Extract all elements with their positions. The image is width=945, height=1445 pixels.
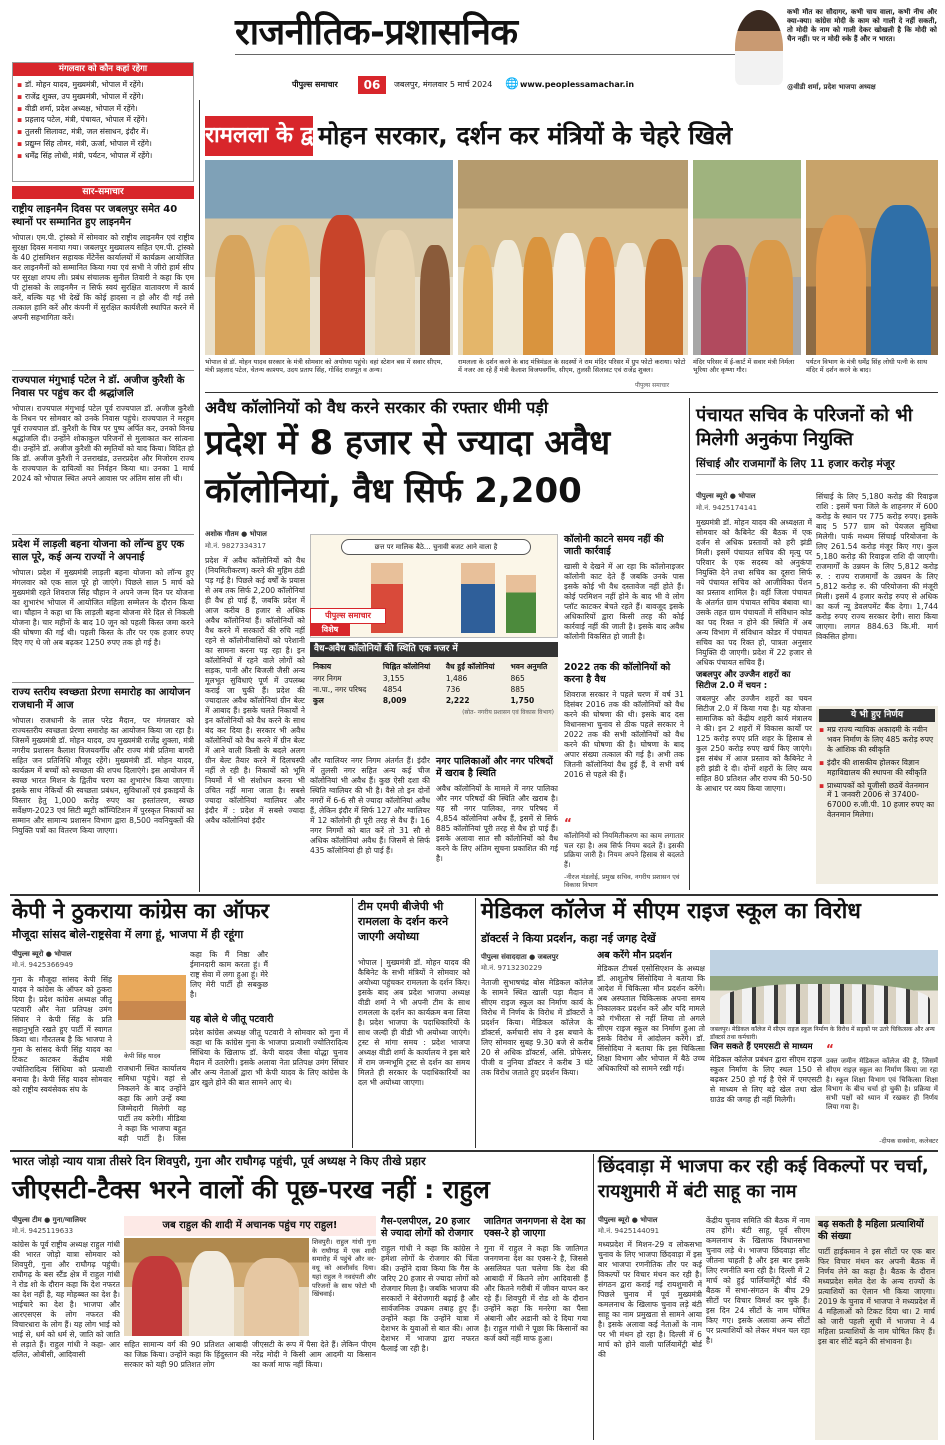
sar-story-3 — [12, 538, 194, 676]
ramlalla-headline: मोहन सरकार, दर्शन कर मंत्रियों के चेहरे खिले — [318, 121, 733, 150]
subhead-body: राहुल गांधी ने कहा कि कांग्रेस ने हमेशा लोगों के रोजगार की चिंता की। उन्होंने दावा किया कि गैस के जरिए 20 हजार से ज्यादा लोगों को रोजगार मिला है। जबकि भाजपा की सरकारों ने बेरोजगारी बढ़ाई है और सार्वजनिक उपक्रम तबाह हुए हैं। उन्होंने कहा कि उन्होंने यात्रा में देशभर के युवाओं से बात की। आज देशभर में भाजपा द्वारा नफरत फैलाई जा रही है। — [381, 1243, 479, 1353]
subhead: जातिगत जनगणना से देश का एक्स-रे हो जाएगा — [484, 1216, 586, 1240]
colonies-table-box — [310, 642, 558, 752]
photo-caption: मंदिर परिसर में ई-कार्ट में सवार मंत्री निर्मला भूरिया और कृष्णा गौर। — [693, 358, 795, 375]
cartoon-tag: विशेष — [310, 624, 350, 636]
quote-author: @वीडी शर्मा, प्रदेश भाजपा अध्यक्ष — [787, 83, 876, 91]
list-item: ▪ वीडी शर्मा, प्रदेश अध्यक्ष, भोपाल में रहेंगे। — [17, 103, 189, 115]
colonies-sub-3 — [564, 662, 684, 802]
story-headline: प्रदेश में लाड़ली बहना योजना को लॉन्च हुए एक साल पूरे, कई अन्य राज्यों ने अपनाई — [12, 539, 185, 563]
colonies-kicker: अवैध कॉलोनियों को वैध करने सरकार की रफ्तार धीमी पड़ी — [205, 398, 549, 417]
table-cell: 885 — [510, 685, 525, 694]
table-source: (स्रोत- नगरीय प्रशासन एवं विकास विभाग) — [462, 708, 554, 716]
photo-caption: जबलपुर। मेडिकल कॉलेज में सीएम राइज स्कूल निर्माण के विरोध में सड़कों पर उतरे चिकित्सक और अन्य डॉक्टर्स तथा कर्मचारी। — [710, 1026, 935, 1041]
table-cell: कुल — [313, 696, 324, 706]
rahul-body-3: जीएसटी के रूप में पैसा देते हैं। लेकिन पीएम नरेंद्र मोदी ने किसी आम आदमी या किसान का कर्जा माफ नहीं किया। — [252, 1340, 376, 1370]
subhead: गैस-एलपीएल, 20 हजार से ज्यादा लोगों को रोजगार — [381, 1216, 474, 1240]
table-header-row — [310, 661, 558, 672]
kp-byline: पीपुल्स ब्यूरो ● भोपाल — [12, 950, 72, 958]
list-item: ▪ राजेंद्र शुक्ल, उप मुख्यमंत्री, भोपाल में रहेंगे। — [17, 91, 189, 103]
medical-sub — [597, 950, 705, 1146]
colonies-phone: मो.नं. 9827334317 — [205, 542, 267, 550]
panchayat-byline: पीपुल्स ब्यूरो ● भोपाल — [696, 492, 756, 500]
chhindwara-headline: छिंदवाड़ा में भाजपा कर रही कई विकल्पों पर चर्चा, रायशुमारी में बंटी साहू का नाम — [598, 1156, 929, 1203]
medical-quote — [826, 1042, 938, 1145]
table-header: वैध हुईं कॉलोनियां — [445, 662, 495, 672]
photo-bus — [205, 160, 453, 355]
table-title: वैध-अवैध कॉलोनियों की स्थिति एक नजर में — [310, 642, 558, 657]
colonies-sub-1 — [436, 756, 558, 884]
kp-body-1: गुना के मौजूदा सांसद केपी सिंह यादव ने कांग्रेस के ऑफर को ठुकरा दिया है। प्रदेश कांग्रेस अध्यक्ष जीतू पटवारी और नेता प्रतिपक्ष उमंग सिंघार ने केपी सिंह के प्रति सहानुभूति रखते हुए पार्टी में स्वागत किया था। गौरतलब है कि भाजपा ने गुना के सांसद केपी सिंह यादव का टिकट काटकर केंद्रीय मंत्री ज्योतिरादित्य सिंधिया को प्रत्याशी बनाया है। केपी सिंह यादव सोमवार को राष्ट्रीय स्वयंसेवक संघ के — [12, 975, 112, 1095]
table-cell: 8,009 — [382, 696, 407, 706]
colonies-body-2: और ग्वालियर नगर निगम अंतर्गत हैं। इंदौर में तुलसी नगर सहित अन्य कई चीज कॉलोनियां भी अवैध हैं। कुछ ऐसी दशा की स्थिति ग्वालियर की भी है। वैसे तो इन दोनों नगरों में 6-6 सौ से ज्यादा कॉलोनियां अवैध हैं, लेकिन इंदौर में सिर्फ 127 और ग्वालियर में 12 कॉलोनी ही पूरी तरह से वैध हैं। 16 नगर निगमों को बात करें तो 31 सौ से अधिक कॉलोनियां अवैध हैं। जिसमें से सिर्फ 435 कॉलोनियां ही हो पाई हैं। — [310, 756, 430, 856]
medical-body-1: नेताजी सुभाषचंद्र बोस मेडिकल कॉलेज के सामने स्थित खाली पड़ा मैदान में सीएम राइज स्कूल का निर्माण कार्य के विरोध में निर्णय के विरोध में डॉक्टरों ने प्रदर्शन किया। मेडिकल कॉलेज के डॉक्टर्स, कर्मचारी संघ ने इस बचाने के लिए सोमवार सुबह 9.30 बजे से करीब 20 से अधिक डॉक्टर्स, असि. प्रोफेसर, पीजी व नुनिया डॉक्टर ने करीब 3 घंटे तक विरोध जताते हुए प्रदर्शन किया। — [481, 978, 593, 1078]
list-item: ▪ प्रहलाद पटेल, मंत्री, पंचायत, भोपाल में रहेंगे। — [17, 114, 189, 126]
rahul-sub-2 — [484, 1216, 588, 1424]
story-headline: राष्ट्रीय लाइनमैन दिवस पर जबलपुर समेत 40 स्थानों पर सम्मानित हुए लाइनमैन — [12, 204, 178, 228]
rahul-phone: मो.नं. 9425119633 — [12, 1227, 74, 1235]
table-row — [310, 684, 558, 695]
list-item: ▪ तुलसी सिलावट, मंत्री, जल संसाधन, इंदौर में। — [17, 126, 189, 138]
dateline: जबलपुर, मंगलवार 5 मार्च 2024 — [394, 80, 493, 89]
story-body: भोपाल। राज्यपाल मंगुभाई पटेल पूर्व राज्यपाल डॉ. अजीज कुरैशी के निधन पर सोमवार को उनके निवास पहुंचे। राज्यपाल ने मरहूम पूर्व राज्यपाल डॉ. कुरैशी के चित्र पर पुष्प अर्पित कर, उनको विनम्र श्रद्धांजलि दी। उन्होंने शोकाकुल परिजनों से मुलाकात कर सांत्वना दी। उन्होंने डॉ. अजीज कुरैशी की स्मृतियों को याद किया। विदित हो कि डॉ. अजीज कुरैशी ने उत्तराखंड, उत्तरप्रदेश और मिजोरम राज्य के राज्यपाल के दायित्वों का निर्वहन किया था। उनका 1 मार्च 2024 को भोपाल स्थित अपने आवास पर अंतिम सांस ली थी। — [12, 404, 194, 484]
panchayat-sub — [696, 670, 812, 874]
list-item: ▪ प्राध्यापकों को यूजीसी छठवें वेतनमान में 1 जनवरी 2006 से 37400-67000 रु.जी.पी. 10 हजार रुपए का वेतनमान मिलेगा। — [819, 781, 935, 820]
box-title: बढ़ सकती है महिला प्रत्याशियों की संख्या — [818, 1219, 924, 1243]
kp-headline: केपी ने ठुकराया कांग्रेस का ऑफर — [12, 899, 270, 923]
paper-name: पीपुल्स समाचार — [292, 80, 338, 89]
panchayat-subhead: सिंचाई और राजमार्गों के लिए 11 हजार करोड़ मंजूर — [696, 458, 895, 470]
chhindwara-women-box — [815, 1216, 938, 1440]
photo-caption: भोपाल से डॉ. मोहन यादव सरकार के मंत्री सोमवार को अयोध्या पहुंचे। वहां स्टेशन बस में सवार सीएम, मंत्री प्रहलाद पटेल, चेतन्य काश्यप, उदय प्रताप सिंह, गोविंद राजपूत व अन्य। — [205, 358, 443, 375]
table-cell: 1,750 — [510, 696, 535, 706]
cartoon-brand: पीपुल्स समाचार — [310, 608, 386, 624]
kp-sub — [190, 1014, 348, 1140]
table-header: निकाय — [313, 662, 332, 672]
subhead-body: अवैध कॉलोनियों के मामले में नगर पालिका और नगर परिषदों की स्थिति और खराब है। यह सौ नगर पालिका, नगर परिषद में 4,854 कॉलोनियां अवैध हैं, इसमें से सिर्फ 885 कॉलोनियां पूरी तरह से वैध हो पाई हैं। इसके अलावा सात सौ कॉलोनियों को वैध करने के लिए अंतिम सूचना प्रकाशित की गई है। — [436, 783, 558, 863]
story-body: भोपाल। राजधानी के लाल परेड मैदान, पर मंगलवार को राज्यस्तरीय स्वच्छता प्रेरणा समारोह का आयोजन किया जा रहा है। जिसमें मुख्यमंत्री डॉ. मोहन यादव, उप मुख्यमंत्री राजेंद्र शुक्ला, मंत्री नगरीय प्रशासन कैलाश विजयवर्गीय और राज्य मंत्री प्रतिमा बागरी सहित जन प्रतिनिधि मौजूद रहेंगे। मुख्यमंत्री डॉ. मोहन यादव, कार्यक्रम में बच्चों को स्वच्छता की शपथ दिलाएंगे। इस आयोजन में स्वच्छ भारत मिशन के द्वितीय चरण का शुभारंभ किया जाएगा। इसके साथ नेकियों की स्वच्छता प्रबंधन, सुविधाओं एवं इकाइयों के विस्तार हेतु 1,000 करोड़ रुपए का हस्तांतरण, स्वच्छ सर्वेक्षण-2023 एवं सिटी ब्यूटी कॉम्पिटिशन में पुरस्कृत निकायों का सम्मान और सामान्य प्रशासन विभाग द्वारा 8,500 नवनियुक्तों की नियुक्ति पत्रों का वितरण किया जाएगा। — [12, 716, 194, 836]
sar-story-1 — [12, 203, 194, 361]
medical-subhead: डॉक्टर्स ने किया प्रदर्शन, कहा नई जगह देखें — [481, 932, 656, 945]
table-cell: 1,486 — [445, 673, 468, 683]
table-row — [310, 673, 558, 684]
medical-byline: पीपुल्स संवाददाता ● जबलपुर — [481, 953, 559, 961]
kp-subhead: मौजूदा सांसद बोले-राष्ट्रसेवा में लगा हूं, भाजपा में ही रहूंगा — [12, 928, 244, 941]
list-item: ▪ धर्मेंद्र सिंह लोधी, मंत्री, पर्यटन, भोपाल में रहेंगे। — [17, 150, 189, 162]
list-item: ▪ डॉ. मोहन यादव, मुख्यमंत्री, भोपाल में रहेंगे। — [17, 79, 189, 91]
kp-phone: मो.नं. 9425366949 — [12, 961, 74, 969]
colonies-table — [310, 661, 558, 707]
subhead: 2022 तक की कॉलोनियों को करना है वैध — [564, 662, 671, 686]
masthead-quote: कभी मौत का सौदागर, कभी चाय वाला, कभी नीच और क्या-क्या। कांग्रेस मोदी के काम को गाली दे नहीं सकती, तो मोदी के नाम को गाली देकर खोखली है कि मोदी को चैन नहीं। पर न मोदी रुके हैं और न भारत। — [787, 8, 937, 44]
sar-story-4 — [12, 686, 194, 884]
box-body: पार्टी हाईकमान ने इस सीटों पर एक बार फिर विचार मंथन कर अपनी बैठक में निर्णय लेने का कहा है। बैठक के दौरान मध्यप्रदेश समेत देश के अन्य राज्यों के प्रत्याशियों का ऐलान भी किया जाएगा। 2019 के चुनाव में भाजपा ने मध्यप्रदेश में 4 महिलाओं को टिकट दिया था। 2 मार्च को जारी पहली सूची में भाजपा ने 4 महिला प्रत्याशियों के नाम घोषित किए हैं। इस बार सीटें बढ़ने की संभावना है। — [818, 1246, 935, 1346]
table-header: भवन अनुमति — [510, 662, 548, 672]
story-body: भोपाल। एम.पी. ट्रांस्को में सोमवार को राष्ट्रीय लाइनमैन एवं राष्ट्रीय सुरक्षा दिवस मनाया गया। जबलपुर मुख्यालय सहित एम.पी. ट्रांस्को के 40 ट्रांसमिशन सहायक मेंटेनेंस कार्यालयों में कार्यक्रम आयोजित कर लाइनमैनों को सम्मानित किया गया एवं सभी ने जीरो हार्म सीप पर सुरक्षा शपथ ली। प्रबंध संचालक सुनील तिवारी ने कहा कि एम पी ट्रांसको के लाइनमैन न सिर्फ स्वयं सुरक्षित वातावरण में कार्य करें, बल्कि यह भी देखें कि कोई हादसा न हो और दी गई तसे तत्काल हानि करें और कंपनी में सुरक्षित कार्यशैली स्थापित करने में अपनी सहभागिता करें। — [12, 233, 194, 323]
schedule-box — [12, 62, 194, 182]
website-link[interactable]: www.peoplessamachar.in — [520, 80, 635, 89]
table-cell: 2,222 — [445, 696, 470, 706]
rahul-body-2: सहित सामान्य वर्ग की 90 प्रतिशत आबादी का जिक्र किया। उन्होंने कहा कि हिंदुस्तान की सरकार को यही 90 प्रतिशत लोग — [124, 1340, 248, 1370]
quote-author: -दीपक सक्सेना, कलेक्टर — [879, 1137, 938, 1146]
subhead-body: प्रदेश कांग्रेस अध्यक्ष जीतू पटवारी ने सोमवार को गुना में कहा था कि कांग्रेस गुना के भाजपा प्रत्याशी ज्योतिरादित्य सिंधिया के खिलाफ डॉ. केपी यादव जैसा योद्धा चुनाव मैदान में उतारेगी। इसके अलावा नेता प्रतिपक्ष उमंग सिंघार और अन्य नेताओं द्वारा भी केपी यादव के लिए कांग्रेस के द्वार खुले होने की बात सामने आए थे। — [190, 1027, 348, 1087]
subhead: कॉलोनी काटने समय नहीं की जाती कार्रवाई — [564, 534, 664, 558]
table-cell: 4854 — [382, 685, 403, 694]
chhindwara-phone: मो.नं. 9425144091 — [598, 1227, 660, 1235]
medical-headline: मेडिकल कॉलेज में सीएम राइज स्कूल का विरोध — [481, 899, 861, 924]
panchayat-body-1: मुख्यमंत्री डॉ. मोहन यादव की अध्यक्षता में सोमवार को कैबिनेट की बैठक में एक दर्जन से अधिक प्रस्तावों को हरी झंडी मिली। इसमें पंचायत सचिव की मृत्यु पर परिवार के एक सदस्य को अनुकंपा नियुक्ति देने तथा सचिव का दूसरा सिर्फ नये पंचायत सचिव को आजीविका पेंशन का प्रस्ताव शामिल है। वहीं जिला पंचायत के अंतर्गत ग्राम पंचायत सचिव बंबावा था। उसके तहत ग्राम पंचायतों में संविधान कोड का पद रिक्त न होने की स्थिति में अब अन्य विभाग में संविधान कोडर में पंचायत सचिव का पद रिक्त हो, पात्रता अनुसार नियुक्ति दी जाएगी। प्रदेश में 22 हजार से अधिक पंचायत सचिव हैं। — [696, 518, 812, 668]
photo-caption: पर्यटन विभाग के मंत्री धर्मेंद्र सिंह लोधी पत्नी के साथ मंदिर में दर्शन करने के बाद। — [806, 358, 928, 375]
sar-story-2 — [12, 374, 194, 522]
photo-caption: केपी सिंह यादव — [124, 1052, 161, 1060]
quote-icon: “ — [826, 1042, 834, 1056]
colonies-body-1: प्रदेश में अवैध कॉलोनियों को वैध (नियमितीकरण) करने की मुहिम ठंडी पड़ गई है। पिछले कई वर्षों के प्रयास से अब तक सिर्फ 2,200 कॉलोनियां ही वैध हो पाई हैं, जबकि प्रदेश में आज करीब 8 हजार से अधिक अवैध कॉलोनियां हैं। कॉलोनियों को वैध करने में सरकारों की रुचि नहीं रहने से कॉलोनीवासियों को परेशानी का सामना करना पड़ रहा है। इन कॉलोनियों में रहने वाले लोगों को सड़क, पानी और बिजली जैसी अन्य मूलभूत सुविधाएं पूर्ण में उपलब्ध कराई जा चुकी हैं। प्रदेश की ज्यादातर अवैध कॉलोनियां ग्रीन बेल्ट में आबाद हैं। इसके चलते निकायों ने इन कॉलोनियों को वैध करने के साथ बंद कर दिया है। सरकार भी अवैध कॉलोनियों को वैध करने में ग्रीन बेल्ट में आने वाली किसी के बदले अलग ग्रीन बेल्ट तैयार करने में दिलचस्पी नहीं ले रही है। निकायों को भूमि नियमों में भी संशोधन करना भी उचित नहीं माना जाता है। सबसे ज्यादा कॉलोनियां ग्वालियर और इंदौर में : प्रदेश में सबसे ज्यादा अवैध कॉलोनियां इंदौर — [205, 556, 305, 826]
subhead-body: खासी ये देखने में आ रहा कि कॉलोनाइजर कॉलोनी काट देते हैं जबकि उनके पास इसके कोई भी वैध दस्तावेज नहीं होते हैं। कोई परमिशन नहीं होने के बाद भी वे लोग प्लॉट काटकर बेचते रहते हैं। बावजूद इसके अधिकारियों द्वारा किसी तरह की कोई कार्रवाई नहीं की जाती है। इसके बाद अवैध कॉलोनी विकसित हो जाती है। — [564, 561, 684, 641]
rahul-wedding-photo — [124, 1238, 309, 1336]
table-row — [310, 695, 558, 706]
panchayat-phone: मो.नं. 9425174141 — [696, 504, 758, 512]
cartoon-caption: छत्त पर मालिक बैठे... चुनावी बजट आने वाला है — [341, 539, 531, 555]
subhead-body: शिवराज सरकार ने पहले चरण में वर्ष 31 दिसंबर 2016 तक की कॉलोनियों को वैध करने की घोषणा की थी। इसके बाद दस विधानसभा चुनाव से ठीक पहले सरकार ने 2022 तक की सभी कॉलोनियों को वैध करने की घोषणा की है। घोषणा के बाद अपार संख्या तत्काल की गई है। अभी तक जितनी कॉलोनियां वैध हुई हैं, वे सभी वर्ष 2016 से पहले की हैं। — [564, 689, 684, 779]
colonies-sub-2 — [564, 534, 684, 654]
quote-text: उक्त जमीन मेडिकल कॉलेज की है, जिसमें सीएम राइज़ स्कूल का निर्माण किया जा रहा है। स्कूल शिक्षा विभाग एवं चिकित्सा शिक्षा विभाग के बीच चर्चा हो चुकी है। प्रक्रिया में सभी पक्षों को ध्यान में रखकर ही निर्णय लिया गया है। — [826, 1057, 938, 1112]
rahul-body-1: कांग्रेस के पूर्व राष्ट्रीय अध्यक्ष राहुल गांधी की भारत जोड़ो यात्रा सोमवार को शिवपुरी, गुना और राघौगढ़ पहुंची। राघौगढ़ के बस स्टैंड क्षेत्र में राहुल गांधी ने रोड शो के दौरान कहा कि देश नफरत का देश नहीं है, यह मोहब्बत का देश है। भाईचारे का देश है। भाजपा और आरएसएस के लोग नफरत की विचारधारा के लोग हैं। यह लोग भाई को भाई से, धर्म को धर्म से, जाति को जाति से लड़ाते हैं। राहुल गांधी ने कहा- आर दलित, ओबीसी, आदिवासी — [12, 1240, 120, 1360]
colonies-headline-1: प्रदेश में 8 हजार से ज्यादा अवैध — [205, 423, 611, 463]
table-cell: 3,155 — [382, 673, 405, 683]
colonies-quote — [564, 816, 684, 890]
colonies-byline: अशोक गौतम ● भोपाल — [205, 530, 267, 538]
subhead: जबलपुर और उज्जैन शहरों का सिटीज 2.0 में चयन : — [696, 670, 791, 692]
photo-credit: पीपुल्स समाचार — [635, 382, 670, 389]
subhead-body: गुना में राहुल ने कहा कि जातिगत जनगणना देश का एक्स-रे है, जिससे असलियत पता चलेगा कि देश की आबादी में कितने लोग आदिवासी हैं और कितने गरीबी में जीवन यापन कर रहे हैं। शिवपुरी में रोड शो के दौरान उन्होंने कहा कि मनरेगा का पैसा अंबानी और अडानी को दे दिया गया है। राहुल गांधी ने पूछा कि किसानों का कर्ज क्यों नहीं माफ हुआ। — [484, 1243, 588, 1343]
subhead: यह बोले थे जीतू पटवारी — [190, 1014, 274, 1025]
subhead: नगर पालिकाओं और नगर परिषदों में खराब है स्थिति — [436, 756, 553, 780]
subhead-body: जबलपुर और उज्जैन शहरों का चयन सिटीज 2.0 में किया गया है। यह योजना सामाजिक को केंद्रीय शहरी कार्य मंत्रालय ने की। इन 2 शहरों में विकास कार्यों पर 125 करोड़ रुपए प्रति शहर के हिसाब से कुल 250 करोड़ रुपए खर्च किए जाएंगे। इस संबंध में आज प्रस्ताव को कैबिनेट ने हरी झंडी दे दी। दोनों शहरों के लिए व्यय सहित 80 प्रतिशत और राज्य की 50-50 के आधार पर व्यय किया जाएगा। — [696, 694, 812, 794]
team-mp-headline: टीम एमपी बीजेपी भी रामलला के दर्शन करने जाएगी अयोध्या — [358, 900, 449, 943]
chhindwara-body-1: मध्यप्रदेश में मिशन-29 व लोकसभा चुनाव के लिए भाजपा छिंदवाड़ा में इस बार भाजपा रणनीतिक तौर पर कई विकल्पों पर विचार मंथन कर रही है। संगठन द्वारा कराई गई रायशुमारी में पिछले चुनाव में पूर्व मुख्यमंत्री कमलनाथ के खिलाफ चुनाव लड़े बंटी साहू का नाम प्रमुखता से सामने आया है। इसके अलावा कई नेताओं के नाम पर भी मंथन हो रहा है। दिल्ली में 6 मार्च को होने वाली पार्लियामेंट्री बोर्ड की — [598, 1240, 702, 1360]
rahul-wedding-banner: जब राहुल की शादी में अचानक पहुंच गए राहुल! — [124, 1216, 376, 1236]
sar-samachar-title: सार-समाचार — [12, 186, 194, 199]
chhindwara-body-2: केंद्रीय चुनाव समिति की बैठक में नाम तय होंगे। बंटी साहू, पूर्व सीएम कमलनाथ के खिलाफ विधानसभा चुनाव लड़े थे। भाजपा छिंदवाड़ा सीट जीतना चाहती है और इस बार इसके लिए रणनीति बना रही है। दिल्ली में 2 मार्च को हुई पार्लियामेंट्री बोर्ड की बैठक में सभा-संगठन के बीच 29 सीटों पर विचार विमर्श कर चुके हैं। इस दिन 24 सीटों के नाम घोषित किए गए। इसके अलावा अन्य सीटों पर प्रत्याशियों को लेकर मंथन चल रहा है। — [706, 1216, 810, 1346]
page-number: 06 — [358, 76, 386, 94]
kp-photo — [118, 975, 186, 1050]
quote-text: कॉलोनियों को नियमितीकरण का काम लगातार चल रहा है। अब सिर्फ नियम बदले हैं। इसकी प्रक्रिया जारी है। नियम अपने हिसाब से बदलते हैं। — [564, 831, 684, 869]
globe-icon: 🌐 — [505, 77, 519, 90]
photo-ecart — [693, 160, 801, 355]
subhead-body: मेडिकल कॉलेज प्रबंधन द्वारा सीएम राइज स्कूल निर्माण के लिए स्थल 150 से बढ़कर 250 हो गई है ऐसे में एमएसटी से माध्यम से लिए बड़े खेल तथा खेल ग्राउंड की जगह ही नहीं मिलेगी। — [710, 1055, 822, 1105]
rahul-headline: जीएसटी-टैक्स भरने वालों की पूछ-परख नहीं : राहुल — [12, 1175, 490, 1204]
medical-phone: मो.नं. 9713230229 — [481, 964, 543, 972]
panchayat-headline: पंचायत सचिव के परिजनों को भी मिलेगी अनुकंपा नियुक्ति — [696, 405, 913, 451]
table-cell: ना.पा., नगर परिषद — [313, 685, 367, 694]
schedule-list — [13, 76, 193, 164]
photo-caption: रामलला के दर्शन करने के बाद मंत्रिमंडल के सदस्यों ने राम मंदिर परिसर में ग्रुप फोटो कराया। फोटो में नजर आ रहे हैं मंत्री कैलाश विजयवर्गीय, सीएम, तुलसी सिलावट एवं राजेंद्र शुक्ल। — [458, 358, 686, 375]
medical-protest-photo — [710, 950, 938, 1024]
list-item: ▪ प्रद्युम्न सिंह तोमर, मंत्री, ऊर्जा, भोपाल में रहेंगे। — [17, 138, 189, 150]
colonies-headline-2: कॉलोनियां, वैध सिर्फ 2,200 — [205, 471, 582, 511]
kp-body-3: कहा कि मैं निष्ठा और ईमानदारी काम करता हूं। मैं राष्ट्र सेवा में लगा हुआ हूं। मेरे लिए मेरी पार्टी ही सबकुछ है। — [190, 950, 268, 1000]
medical-sub-2 — [710, 1042, 822, 1135]
rahul-byline: पीपुल्स टीम ● गुना/ग्वालियर — [12, 1216, 87, 1224]
subhead: जिन सकते हैं एमएसटी से माध्यम — [710, 1042, 813, 1052]
rahul-kicker: भारत जोड़ो न्याय यात्रा तीसरे दिन शिवपुरी, गुना और राघौगढ़ पहुंची, पूर्व अध्यक्ष ने किए तीखे प्रहार — [12, 1154, 426, 1168]
list-item: ▪ इंदौर की शासकीय होलकर विज्ञान महाविद्यालय की स्थापना की स्वीकृति — [819, 758, 935, 778]
section-title: राजनीतिक-प्रशासनिक — [235, 12, 518, 53]
story-headline: राज्य स्तरीय स्वच्छता प्रेरणा समारोह का आयोजन राजधानी में आज — [12, 687, 191, 711]
story-headline: राज्यपाल मंगुभाई पटेल ने डॉ. अजीज कुरैशी के निवास पर पहुंच कर दी श्रद्धांजलि — [12, 375, 185, 399]
photo-group — [458, 160, 688, 355]
table-cell: 865 — [510, 673, 525, 683]
story-body: भोपाल। प्रदेश में मुख्यमंत्री लाड़ली बहना योजना को लॉन्च हुए मंगलवार को एक साल पूरे हो जाएंगे। पिछले साल 5 मार्च को मुख्यमंत्री रहते शिवराज सिंह चौहान ने अपने जन्म दिन पर योजना का शुभारंभ भोपाल में आयोजित महिला सम्मेलन के दौरान किया था। चौहान ने कहा था कि लाड़ली बहना योजना मेरे दिल से निकली योजना है। चार महीनों के बाद 10 जून को पहली किस्त जमा करने की घोषणा की गई थी। पहली किस्त के तौर पर एक हजार रुपए दिए गए थे जो अब बढ़कर 1250 रुपए तक हो गई है। — [12, 568, 194, 648]
table-cell: 736 — [445, 685, 461, 694]
list-item: ▪ मप्र राज्य न्यायिक अकादमी के नवीन भवन निर्माण के लिए 485 करोड़ रुपए के आंशिक की स्वीकृति — [819, 725, 935, 755]
box-title: ये भी हुए निर्णय — [819, 709, 935, 722]
schedule-title: मंगलवार को कौन कहां रहेगा — [13, 63, 193, 76]
table-header: चिह्नित कॉलोनियां — [382, 662, 431, 672]
chhindwara-byline: पीपुल्स ब्यूरो ● भोपाल — [598, 1216, 658, 1224]
rahul-photo-caption: शिवपुरी। राहुल गांधी गुना के राघौगढ़ में एक शादी समारोह में पहुंचे और वर-वधू को आशीर्वाद दिया। यहां राहुल ने नवदंपती और परिजनों के साथ फोटो भी खिंचवाई। — [312, 1238, 376, 1299]
leader-photo — [735, 10, 783, 85]
photo-temple — [806, 160, 938, 355]
quote-icon: “ — [564, 816, 572, 830]
table-cell: नगर निगम — [313, 673, 342, 683]
panchayat-decisions-box — [816, 706, 938, 884]
decisions-list — [819, 725, 935, 820]
subhead: अब करेंगे मौन प्रदर्शन — [597, 950, 672, 961]
rahul-sub-1 — [381, 1216, 479, 1424]
ramlalla-kicker: रामलला के द्वार — [205, 116, 313, 156]
subhead-body: मेडिकल टीचर्स एसोसिएशन के अध्यक्ष डॉ. आशुतोष सिंसोदिया ने बताया कि आदेश में चिकित्सा मौन प्रदर्शन करेंगे। अब अस्पताल चिकित्सक अपना समय निकालकर प्रदर्शन करें और यदि मामले को गंभीरता से नहीं लिया तो अगले सीएम राइज स्कूल का निर्माण हुआ तो इसके विरोध में आंदोलन करेंगे। डॉ. सिंसोदिया ने बताया कि इस चिकित्सा शिक्षा विभाग और भोपाल में बैठे उच्च अधिकारियों को सामने रखी गई। — [597, 963, 705, 1074]
team-mp-body: भोपाल | मुख्यमंत्री डॉ. मोहन यादव की कैबिनेट के सभी मंत्रियों ने सोमवार को अयोध्या पहुंचकर रामलला के दर्शन किए। इसके बाद अब प्रदेश भाजपा अध्यक्ष वीडी शर्मा ने भी अपनी टीम के साथ रामलला के दर्शन का कार्यक्रम बना लिया है। प्रदेश भाजपा के पदाधिकारियों के साथ जल्दी ही वीडी भी अयोध्या जाएंगे। ट्रस्ट से मांगा समय : प्रदेश भाजपा अध्यक्ष वीडी शर्मा के कार्यालय ने इस बारे में राम जन्मभूमि ट्रस्ट से दर्शन का समय मिलते ही सरकार के पदाधिकारियों का दल भी अयोध्या जाएगा। — [358, 958, 470, 1088]
kp-body-2: राजधानी स्थित कार्यालय समिधा पहुंचे। वहां से निकलने के बाद उन्होंने कहा कि आगे उन्हें क्या जिम्मेदारी मिलेगी वह पार्टी तय करेगी। मीडिया ने कहा कि भाजपा बहुत बड़ी पार्टी है। जिस — [118, 1064, 186, 1144]
panchayat-body-2: सिंचाई के लिए 5,180 करोड़ की रिवाइज राशि : इसमें चना जिले के शाहनगर में 600 करोड़ के स्थान पर 775 करोड़ रुपए। इसके बाद 5 577 ग्राम को पेयजल सुविधा मिलेगी। पार्क मध्यम सिंचाई परियोजना के लिए 261.54 करोड़ मंजूर किए गए। कुल 5,180 करोड़ की रिवाइज राशि दी जाएगी। राजमार्गों के उन्नयन के लिए 5,812 करोड़ रु. : राज्य राजमार्गों के उन्नयन के लिए 5,812 करोड़ रु. की परियोजना की मंजूरी मिली। इसमें 4 हजार करोड़ रुपए से अधिक का कर्ज न्यू डेवलपमेंट बैंक देगा। 1,744 करोड़ रुपए राज्य सरकार देगी। सारा किया जाएगा। लागत 884.63 कि.मी. मार्ग विकसित होगा। — [816, 492, 938, 642]
quote-author: -नीरज मंडलोई, प्रमुख सचिव, नगरीय प्रशासन एवं विकास विभाग — [564, 873, 680, 890]
